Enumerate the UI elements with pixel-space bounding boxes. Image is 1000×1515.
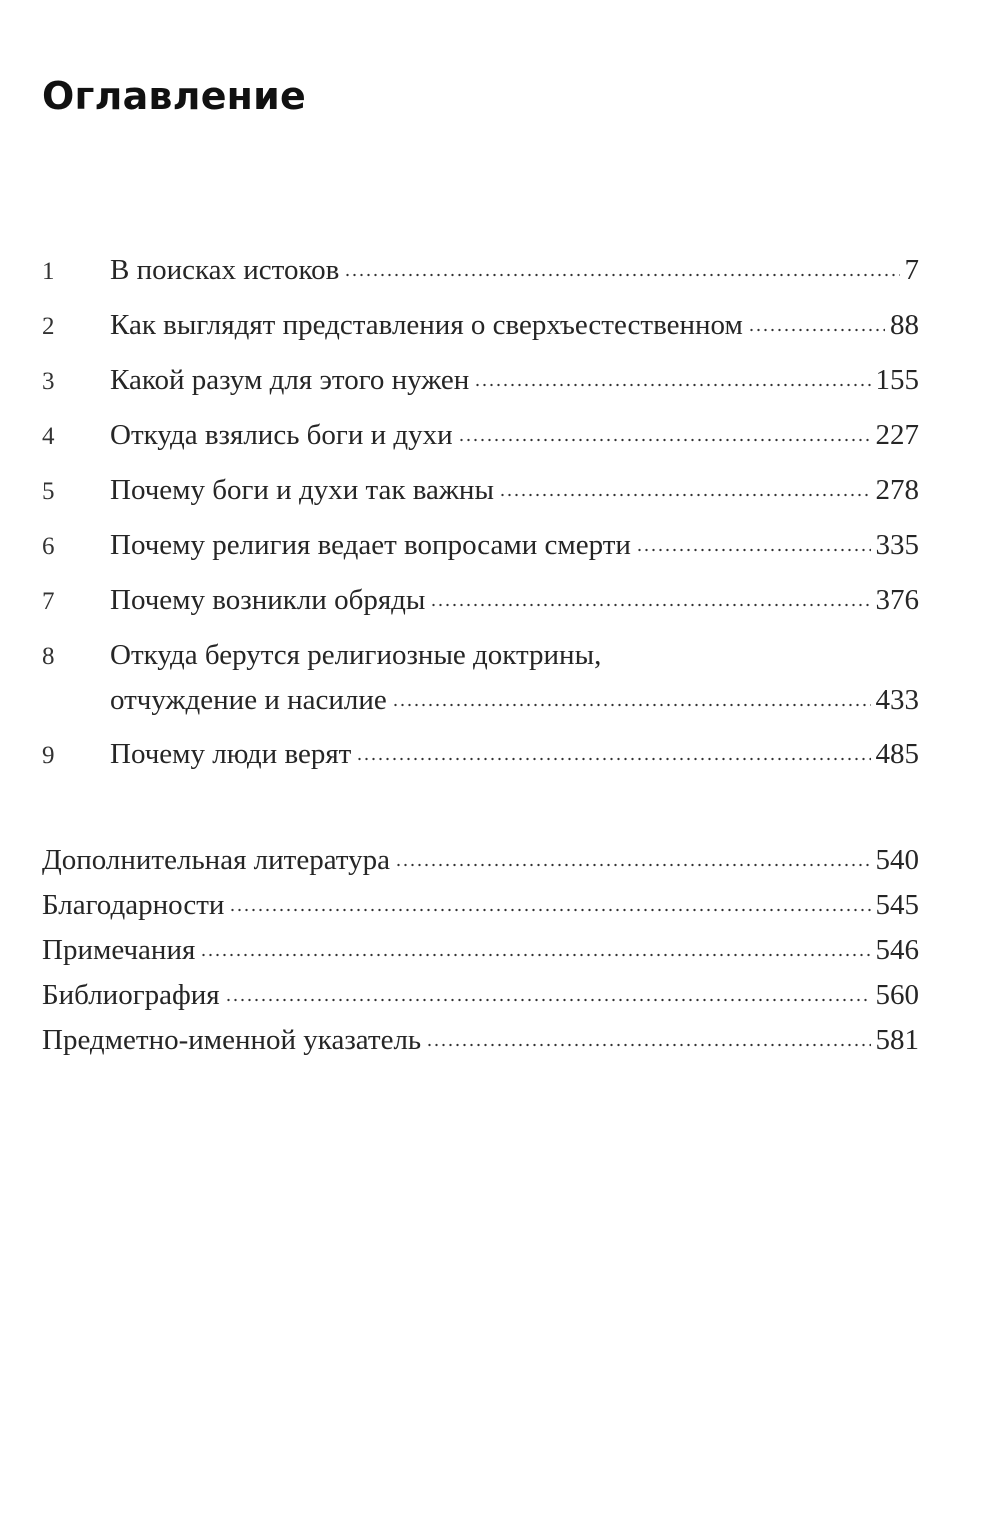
chapter-title: Откуда взялись боги и духи — [110, 419, 453, 451]
page-title: Оглавление — [42, 74, 306, 118]
toc-chapter-8[interactable] — [42, 633, 919, 723]
toc-chapter-2[interactable] — [42, 303, 919, 349]
chapter-number: 6 — [42, 533, 55, 560]
page-number: 581 — [875, 1024, 919, 1056]
chapter-number: 4 — [42, 423, 55, 450]
chapter-number: 1 — [42, 258, 55, 285]
section-title: Благодарности — [42, 889, 225, 921]
chapter-title: Как выглядят представления о сверхъестественном — [110, 309, 743, 341]
toc-backmatter-bibliography[interactable] — [42, 973, 919, 1018]
toc-chapter-5[interactable] — [42, 468, 919, 514]
chapter-title: Почему религия ведает вопросами смерти — [110, 529, 631, 561]
dot-leader — [200, 953, 870, 957]
toc-chapter-1[interactable] — [42, 248, 919, 294]
dot-leader — [344, 273, 899, 277]
page-number: 278 — [875, 474, 919, 506]
dot-leader — [474, 383, 870, 387]
dot-leader — [430, 603, 870, 607]
chapter-title-line-2: отчуждение и насилие — [110, 684, 387, 716]
page-number: 485 — [875, 738, 919, 770]
dot-leader — [636, 548, 871, 552]
toc-chapter-9[interactable] — [42, 732, 919, 778]
chapter-number: 5 — [42, 478, 55, 505]
chapter-title: Почему возникли обряды — [110, 584, 426, 616]
toc-backmatter-index[interactable] — [42, 1018, 919, 1063]
section-title: Библиография — [42, 979, 220, 1011]
dot-leader — [458, 438, 871, 442]
chapter-number: 9 — [42, 742, 55, 769]
dot-leader — [426, 1043, 870, 1047]
chapter-title: В поисках истоков — [110, 254, 340, 286]
section-title: Предметно-именной указатель — [42, 1024, 422, 1056]
toc-chapter-7[interactable] — [42, 578, 919, 624]
chapter-number: 7 — [42, 588, 55, 615]
chapter-number: 8 — [42, 643, 55, 670]
toc-backmatter-further-reading[interactable] — [42, 838, 919, 883]
dot-leader — [499, 493, 871, 497]
page-number: 376 — [875, 584, 919, 616]
chapter-number: 2 — [42, 313, 55, 340]
toc-backmatter-notes[interactable] — [42, 928, 919, 973]
chapter-number: 3 — [42, 368, 55, 395]
page-number: 546 — [875, 934, 919, 966]
page-number: 335 — [875, 529, 919, 561]
section-title: Дополнительная литература — [42, 844, 390, 876]
dot-leader — [229, 908, 870, 912]
page-number: 227 — [875, 419, 919, 451]
toc-chapter-4[interactable] — [42, 413, 919, 459]
page-number: 88 — [890, 309, 919, 341]
page-number: 155 — [875, 364, 919, 396]
dot-leader — [225, 998, 871, 1002]
dot-leader — [392, 703, 871, 707]
dot-leader — [395, 863, 871, 867]
back-matter-list — [42, 838, 919, 1063]
chapter-title-line-1: Откуда берутся религиозные доктрины, — [110, 639, 602, 671]
page-number: 540 — [875, 844, 919, 876]
table-of-contents — [42, 248, 919, 787]
page-number: 545 — [875, 889, 919, 921]
chapter-title: Почему люди верят — [110, 738, 352, 770]
dot-leader — [356, 757, 870, 761]
page-number: 7 — [904, 254, 919, 286]
toc-chapter-3[interactable] — [42, 358, 919, 404]
toc-backmatter-acknowledgements[interactable] — [42, 883, 919, 928]
page-number: 433 — [875, 684, 919, 716]
section-title: Примечания — [42, 934, 196, 966]
dot-leader — [748, 328, 885, 332]
chapter-title: Какой разум для этого нужен — [110, 364, 470, 396]
page-number: 560 — [875, 979, 919, 1011]
toc-chapter-6[interactable] — [42, 523, 919, 569]
chapter-title: Почему боги и духи так важны — [110, 474, 494, 506]
